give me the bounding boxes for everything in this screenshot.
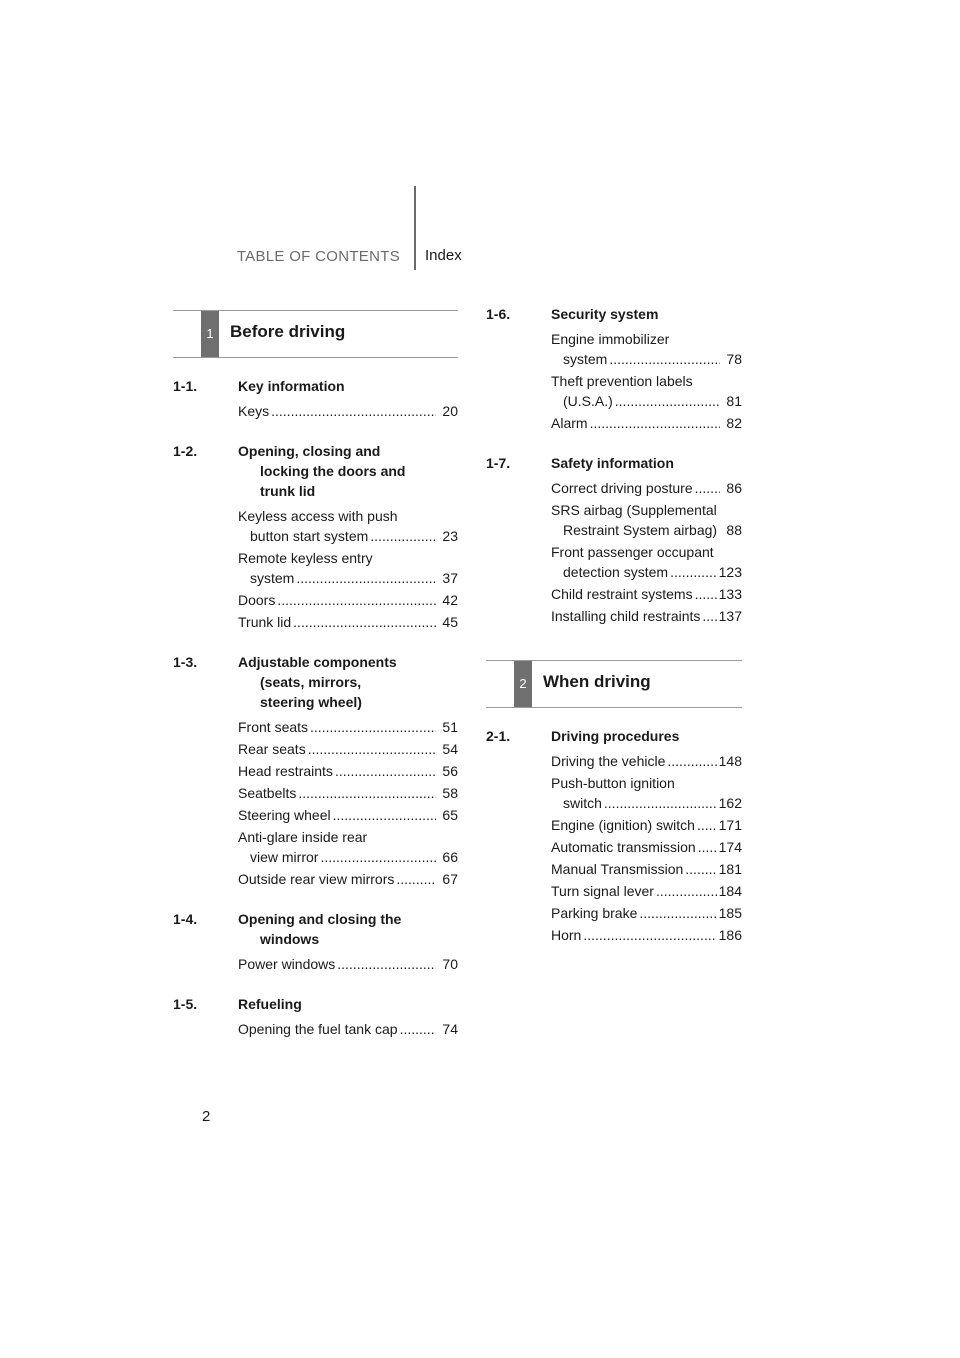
toc-entry-row [238,805,458,825]
toc-entry[interactable] [551,925,742,945]
toc-entry-page: 23 [442,528,458,544]
toc-entry-page: 82 [726,415,742,431]
dot-leader [685,859,716,879]
toc-entry-row [238,783,458,803]
toc-entry-line: Theft prevention labels [551,373,693,389]
toc-column-right [486,304,742,965]
toc-entry-page: 174 [718,839,742,855]
dot-leader [337,954,436,974]
toc-entry-label: Child restraint systems [551,586,693,602]
toc-entry[interactable] [551,371,742,411]
toc-entry-page: 181 [718,861,742,877]
toc-entry-row [551,815,742,835]
toc-entry[interactable] [551,584,742,604]
toc-entry[interactable] [238,401,458,421]
subsection-heading[interactable] [173,441,458,501]
dot-leader [695,584,717,604]
toc-entry-row [551,837,742,857]
subsection-code: 1-4. [173,911,198,927]
toc-entry-page: 20 [442,403,458,419]
section-title: Before driving [230,322,346,341]
subsection-title [238,909,458,949]
subsection-heading[interactable] [173,376,458,396]
toc-entry-label: Driving the vehicle [551,753,666,769]
subsection-heading[interactable] [173,994,458,1014]
toc-entry[interactable] [551,903,742,923]
subsection-title-line: windows [260,931,320,947]
toc-entry-row [238,847,458,867]
dot-leader [400,1019,436,1039]
subsection-code: 2-1. [486,728,511,744]
toc-entry-label: Opening the fuel tank cap [238,1021,398,1037]
toc-entry-list [173,1019,458,1039]
toc-entry[interactable] [551,500,742,540]
toc-entry-page: 51 [442,719,458,735]
toc-entry-label: Engine (ignition) switch [551,817,695,833]
subsection-code: 1-1. [173,378,198,394]
toc-entry-page: 65 [442,807,458,823]
toc-entry-row [238,739,458,759]
toc-entry-label: detection system [563,564,669,580]
dot-leader [604,793,717,813]
toc-entry-list [173,506,458,632]
subsection-title-line: Security system [551,306,659,322]
toc-entry-label: view mirror [250,849,319,865]
subsection-heading[interactable] [173,909,458,949]
toc-entry[interactable] [238,761,458,781]
toc-entry-label: switch [563,795,602,811]
subsection-code: 1-5. [173,996,198,1012]
dot-leader [702,606,716,626]
dot-leader [296,568,436,588]
subsection-list [486,726,742,945]
toc-entry-row [238,401,458,421]
toc-entry-page: 88 [726,522,742,538]
nav-index-link[interactable]: Index [425,247,462,264]
toc-entry[interactable] [238,590,458,610]
toc-entry-line: Push-button ignition [551,775,675,791]
toc-subsection [173,994,458,1039]
toc-entry[interactable] [238,954,458,974]
toc-entry[interactable] [238,827,458,867]
toc-entry-label: Outside rear view mirrors [238,871,395,887]
toc-entry-row [551,349,742,369]
subsection-title [238,652,458,712]
toc-subsection [486,726,742,945]
toc-entry-page: 123 [718,564,742,580]
subsection-heading[interactable] [486,453,742,473]
toc-entry-row [238,568,458,588]
dot-leader [277,590,436,610]
toc-entry-page: 45 [442,614,458,630]
toc-entry[interactable] [551,751,742,771]
dot-leader [590,413,720,433]
subsection-title [551,304,742,324]
top-navigation [0,186,960,270]
subsection-title [238,376,458,396]
dot-leader [719,520,720,540]
toc-entry[interactable] [238,1019,458,1039]
subsection-title-line: Refueling [238,996,302,1012]
dot-leader [370,526,436,546]
subsection-code: 1-2. [173,443,198,459]
toc-entry-label: Installing child restraints [551,608,701,624]
toc-entry-page: 70 [442,956,458,972]
dot-leader [308,739,436,759]
toc-entry-row [551,751,742,771]
section-title: When driving [543,672,651,691]
toc-entry-row [551,391,742,411]
subsection-title-line: (seats, mirrors, [260,674,362,690]
dot-leader [615,391,720,411]
toc-entry[interactable] [238,612,458,632]
toc-entry-row [238,612,458,632]
subsection-title [551,453,742,473]
toc-entry-label: system [563,351,608,367]
subsection-title-line: Adjustable components [238,654,397,670]
toc-subsection [486,453,742,626]
subsection-title [238,441,458,501]
subsection-heading[interactable] [486,304,742,324]
toc-entry-label: Head restraints [238,763,333,779]
toc-entry-row [238,1019,458,1039]
toc-entry-line: SRS airbag (Supplemental [551,502,717,518]
subsection-title-line: Safety information [551,455,674,471]
nav-table-of-contents-link[interactable]: TABLE OF CONTENTS [236,248,400,265]
dot-leader [396,869,436,889]
toc-entry-label: Trunk lid [238,614,292,630]
toc-entry-row [238,869,458,889]
dot-leader [271,401,436,421]
toc-entry-page: 184 [718,883,742,899]
toc-entry-label: Correct driving posture [551,480,693,496]
dot-leader [670,562,717,582]
section-header-when-driving [486,660,742,708]
subsection-title-line: steering wheel) [260,694,362,710]
toc-entry-line: Front passenger occupant [551,544,714,560]
toc-entry-row [238,717,458,737]
toc-subsection [486,304,742,433]
dot-leader [320,847,436,867]
toc-entry-label: Power windows [238,956,336,972]
toc-entry-row [238,761,458,781]
toc-entry[interactable] [551,859,742,879]
toc-subsection [173,376,458,421]
dot-leader [697,815,717,835]
subsection-title [238,994,458,1014]
toc-entry-page: 133 [718,586,742,602]
dot-leader [310,717,436,737]
section-number-badge: 2 [514,661,532,707]
toc-entry-page: 37 [442,570,458,586]
dot-leader [335,761,436,781]
toc-entry-row [551,881,742,901]
toc-entry-row [551,793,742,813]
toc-entry-list [173,717,458,889]
toc-entry-row [551,584,742,604]
dot-leader [293,612,436,632]
dot-leader [667,751,716,771]
toc-entry-list [486,329,742,433]
toc-entry[interactable] [238,739,458,759]
toc-entry-label: Keys [238,403,270,419]
toc-entry[interactable] [551,837,742,857]
toc-entry-label: button start system [250,528,369,544]
toc-entry-label: Steering wheel [238,807,331,823]
toc-entry[interactable] [551,329,742,369]
toc-subsection [173,652,458,889]
subsection-heading[interactable] [486,726,742,746]
toc-entry-row [238,590,458,610]
toc-entry[interactable] [238,506,458,546]
toc-entry-row [551,413,742,433]
toc-entry-page: 81 [726,393,742,409]
subsection-title-line: Opening and closing the [238,911,402,927]
toc-entry[interactable] [551,413,742,433]
toc-entry-label: Horn [551,927,582,943]
toc-column-left [173,310,458,1059]
subsection-code: 1-7. [486,455,511,471]
toc-entry-page: 67 [442,871,458,887]
toc-entry[interactable] [551,815,742,835]
toc-entry[interactable] [238,783,458,803]
toc-entry-row [238,954,458,974]
toc-entry[interactable] [238,869,458,889]
toc-entry-label: Rear seats [238,741,306,757]
toc-entry-label: system [250,570,295,586]
toc-entry-row [551,903,742,923]
toc-entry-page: 58 [442,785,458,801]
toc-entry-page: 66 [442,849,458,865]
toc-entry-line: Anti-glare inside rear [238,829,368,845]
toc-entry-list [173,401,458,421]
toc-entry[interactable] [238,805,458,825]
toc-entry-label: Front seats [238,719,309,735]
toc-entry[interactable] [551,606,742,626]
dot-leader [583,925,716,945]
toc-entry-label: Parking brake [551,905,638,921]
dot-leader [639,903,716,923]
toc-entry[interactable] [551,881,742,901]
toc-entry[interactable] [551,773,742,813]
toc-entry-row [238,526,458,546]
toc-entry-label: Alarm [551,415,588,431]
nav-divider [414,186,416,270]
toc-entry-page: 162 [718,795,742,811]
subsection-title-line: Driving procedures [551,728,680,744]
subsection-title-line: Opening, closing and [238,443,381,459]
toc-entry-row [551,562,742,582]
dot-leader [656,881,717,901]
subsection-list [173,376,458,1039]
subsection-code: 1-6. [486,306,511,322]
toc-entry-line: Remote keyless entry [238,550,373,566]
toc-entry-label: Doors [238,592,276,608]
subsection-title [551,726,742,746]
dot-leader [698,837,717,857]
toc-entry-page: 186 [718,927,742,943]
toc-entry-label: Seatbelts [238,785,297,801]
toc-entry[interactable] [238,717,458,737]
toc-entry-row [551,859,742,879]
toc-subsection [173,441,458,632]
dot-leader [333,805,436,825]
toc-entry-line: Keyless access with push [238,508,398,524]
toc-entry-line: Engine immobilizer [551,331,670,347]
toc-entry[interactable] [238,548,458,588]
toc-entry-page: 137 [718,608,742,624]
toc-entry-page: 56 [442,763,458,779]
toc-entry-list [173,954,458,974]
subsection-title-line: Key information [238,378,345,394]
toc-entry-row [551,606,742,626]
dot-leader [695,478,720,498]
toc-entry-label: (U.S.A.) [563,393,613,409]
toc-entry-page: 148 [718,753,742,769]
toc-entry-page: 185 [718,905,742,921]
toc-subsection [173,909,458,974]
toc-entry-list [486,478,742,626]
toc-entry-page: 171 [718,817,742,833]
subsection-title-line: locking the doors and [260,463,406,479]
subsection-title-line: trunk lid [260,483,316,499]
subsection-heading[interactable] [173,652,458,712]
section-header-before-driving [173,310,458,358]
page-number: 2 [202,1108,211,1125]
toc-entry-page: 78 [726,351,742,367]
toc-entry-page: 42 [442,592,458,608]
toc-entry-page: 54 [442,741,458,757]
toc-entry-page: 74 [442,1021,458,1037]
toc-entry[interactable] [551,478,742,498]
toc-entry-label: Manual Transmission [551,861,684,877]
dot-leader [609,349,720,369]
dot-leader [298,783,436,803]
toc-entry-row [551,520,742,540]
subsection-list-continued [486,304,742,626]
toc-entry-label: Automatic transmission [551,839,696,855]
section-number-badge: 1 [201,311,219,357]
toc-entry-row [551,478,742,498]
subsection-code: 1-3. [173,654,198,670]
toc-entry-page: 86 [726,480,742,496]
toc-entry-label: Restraint System airbag) [563,522,718,538]
toc-entry-row [551,925,742,945]
toc-entry-label: Turn signal lever [551,883,654,899]
toc-entry[interactable] [551,542,742,582]
toc-entry-list [486,751,742,945]
